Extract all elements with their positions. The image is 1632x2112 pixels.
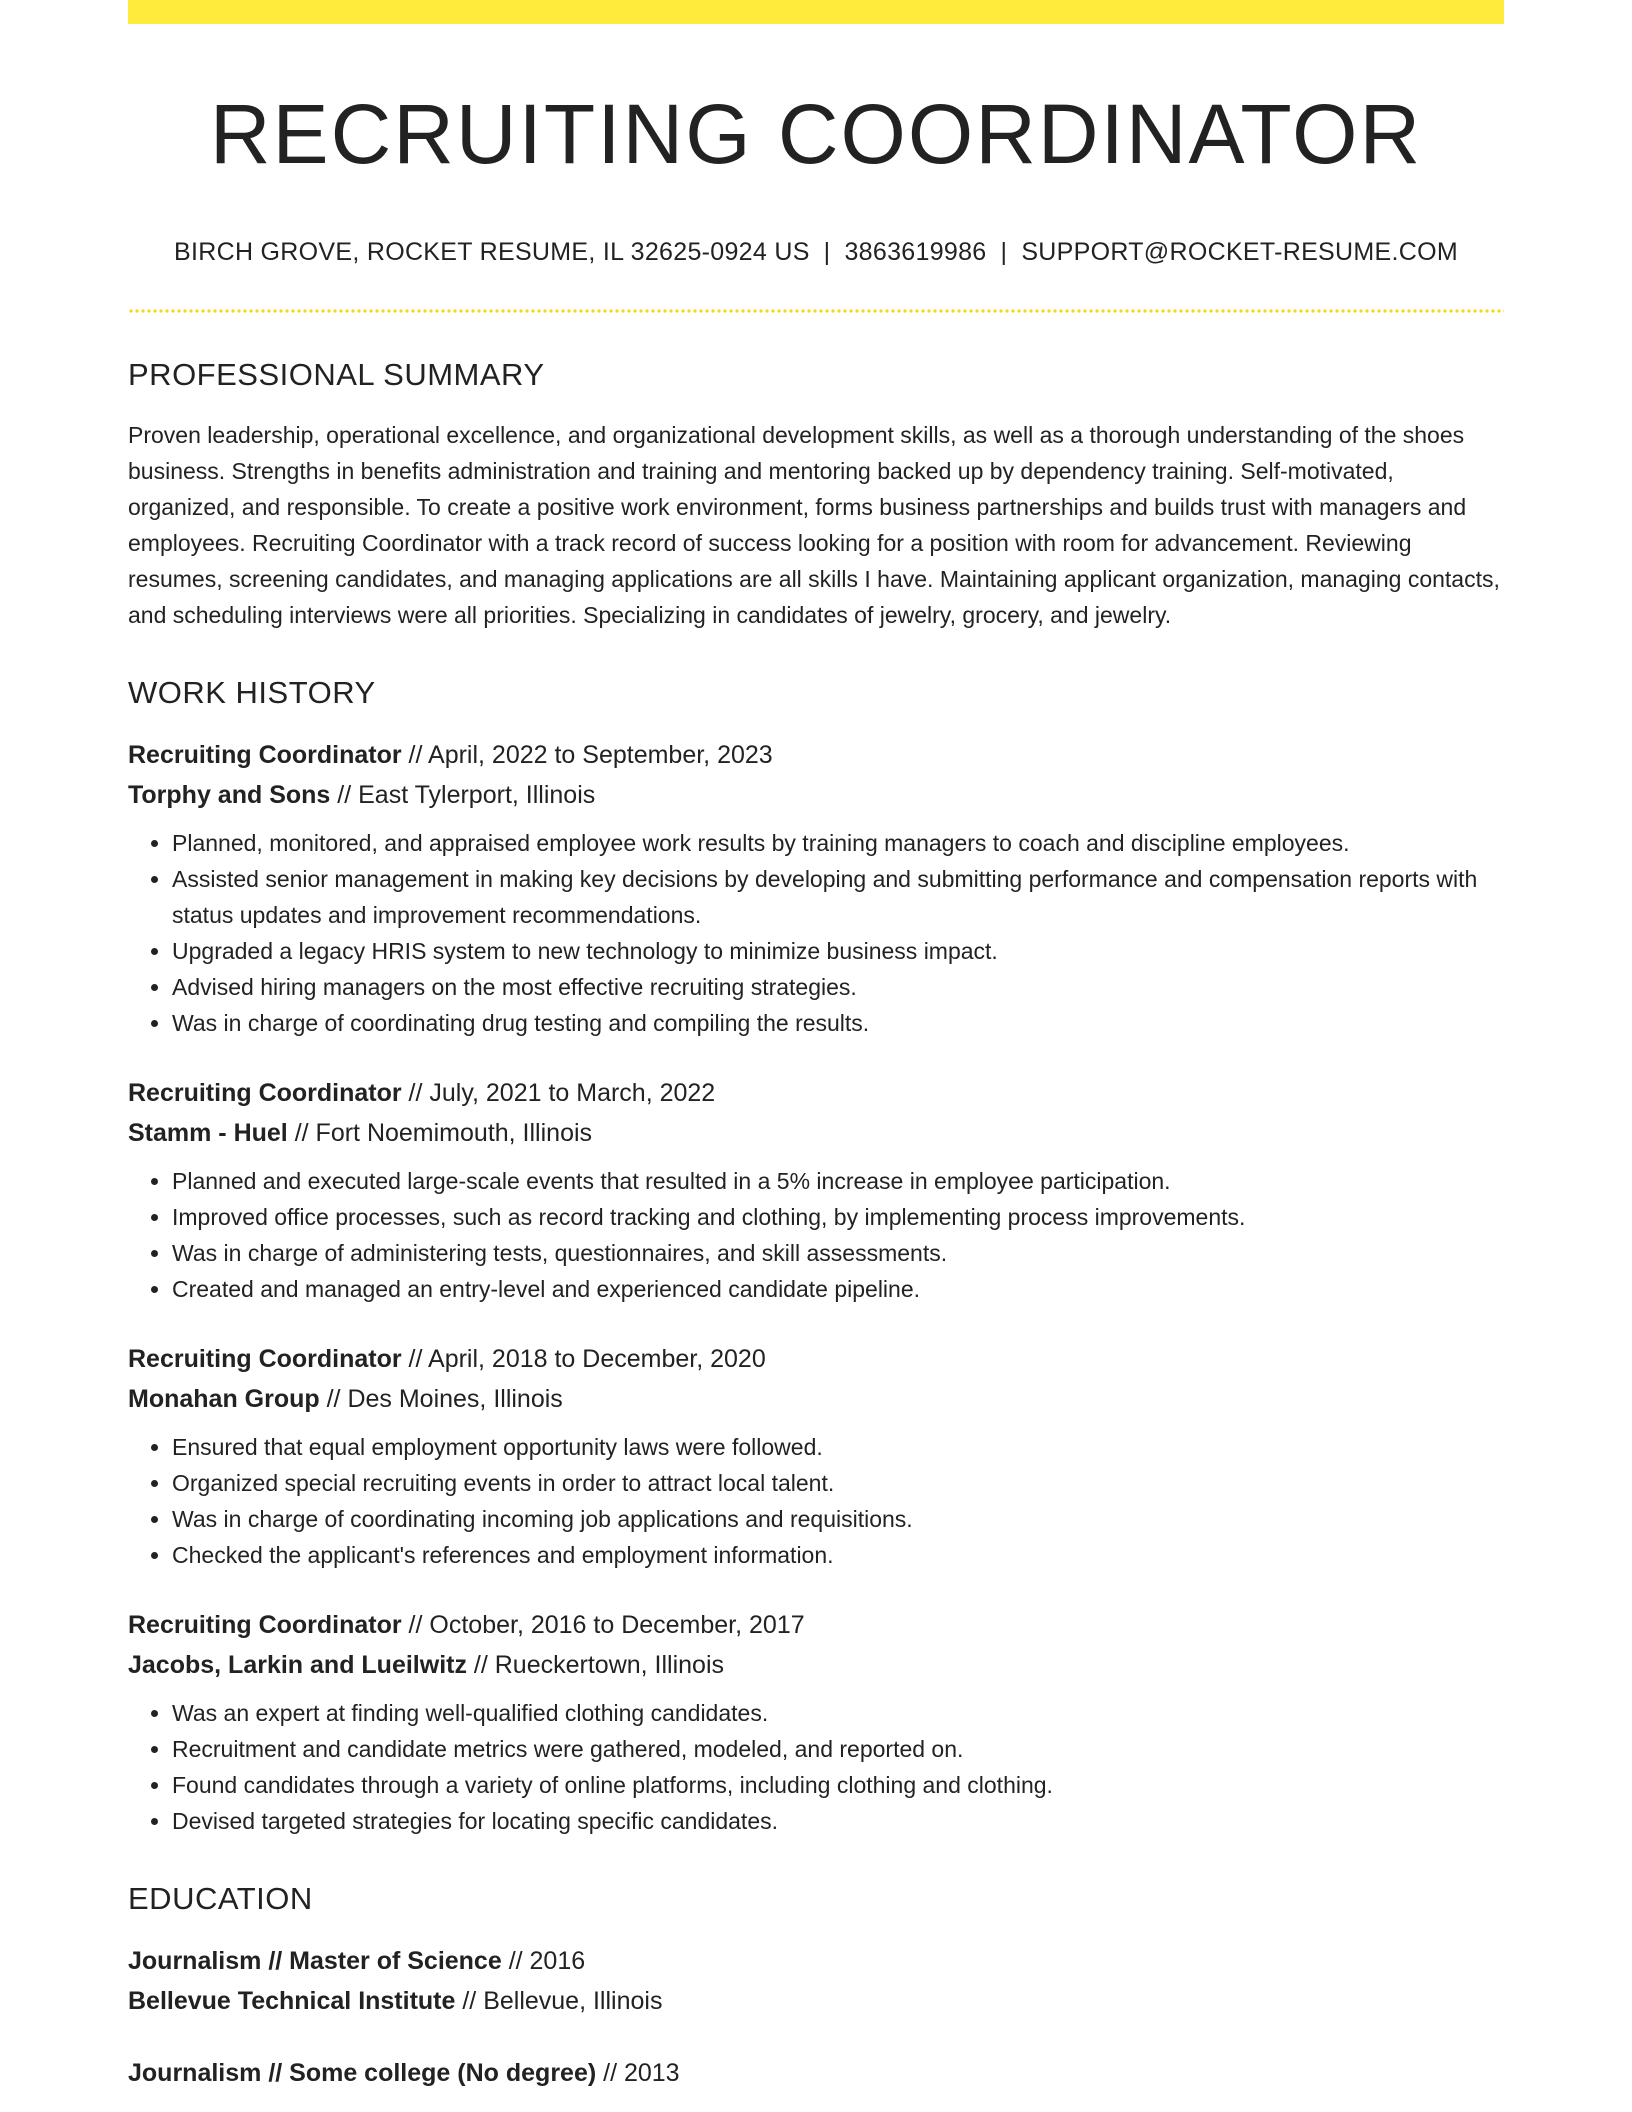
contact-email[interactable]: SUPPORT@ROCKET-RESUME.COM <box>1021 238 1458 267</box>
education-entry <box>128 2053 1504 2093</box>
job-dates: // April, 2022 to September, 2023 <box>401 741 773 770</box>
edu-location: // Bellevue, Illinois <box>455 1987 663 2016</box>
job-entry <box>128 1605 1504 1839</box>
edu-degree: Journalism // Some college (No degree) <box>128 2059 597 2088</box>
job-dates: // October, 2016 to December, 2017 <box>401 1611 805 1640</box>
bullet-item: • Planned, monitored, and appraised employee work results by training managers to coach and discipline employees. <box>172 825 1504 861</box>
job-company-line <box>128 1113 1504 1153</box>
job-bullets <box>128 1695 1504 1839</box>
bullet-item: • Upgraded a legacy HRIS system to new technology to minimize business impact. <box>172 933 1504 969</box>
education-heading: EDUCATION <box>128 1881 313 1917</box>
job-entry <box>128 735 1504 1041</box>
resume-title: RECRUITING COORDINATOR <box>209 87 1423 181</box>
bullet-item: • Created and managed an entry-level and experienced candidate pipeline. <box>172 1271 1504 1307</box>
job-company-line <box>128 1645 1504 1685</box>
bullet-item: • Was an expert at finding well-qualified clothing candidates. <box>172 1695 1504 1731</box>
job-location: // Fort Noemimouth, Illinois <box>287 1119 593 1148</box>
contact-phone: 3863619986 <box>844 238 987 267</box>
bullet-item: • Was in charge of coordinating incoming job applications and requisitions. <box>172 1501 1504 1537</box>
edu-year: // 2013 <box>596 2059 680 2088</box>
bullet-item: • Assisted senior management in making key decisions by developing and submitting performance and compensation reports with status updates and improvement recommendations. <box>172 861 1504 933</box>
edu-degree-line <box>128 2053 1504 2093</box>
bullet-item: • Found candidates through a variety of online platforms, including clothing and clothing. <box>172 1767 1504 1803</box>
bullet-item: • Planned and executed large-scale events that resulted in a 5% increase in employee participation. <box>172 1163 1504 1199</box>
job-bullets <box>128 825 1504 1041</box>
job-bullets <box>128 1429 1504 1573</box>
bullet-item: • Organized special recruiting events in order to attract local talent. <box>172 1465 1504 1501</box>
job-location: // East Tylerport, Illinois <box>330 781 596 810</box>
contact-address: BIRCH GROVE, ROCKET RESUME, IL 32625-0924 US <box>174 238 810 267</box>
education-entry <box>128 1941 1504 2021</box>
job-role: Recruiting Coordinator <box>128 741 402 770</box>
contact-separator: | <box>823 238 831 267</box>
work-history-heading: WORK HISTORY <box>128 675 376 711</box>
summary-text: Proven leadership, operational excellence, and organizational development skills, as well as a thorough understanding of the shoes business. Strengths in benefits administration and training and mentoring backed up by dependency training. Self-motivated, organized, and responsible. To create a positive work environment, forms business partnerships and builds trust with managers and employees. Recruiting Coordinator with a track record of success looking for a position with room for advancement. Reviewing resumes, screening candidates, and managing applications are all skills I have. Maintaining applicant organization, managing contacts, and scheduling interviews were all priorities. Specializing in candidates of jewelry, grocery, and jewelry. <box>128 422 1500 629</box>
edu-degree: Journalism // Master of Science <box>128 1947 502 1976</box>
contact-separator: | <box>1000 238 1008 267</box>
job-dates: // July, 2021 to March, 2022 <box>401 1079 716 1108</box>
job-company: Stamm - Huel <box>128 1119 288 1148</box>
dotted-divider <box>128 309 1504 313</box>
edu-degree-line <box>128 1941 1504 1981</box>
job-location: // Des Moines, Illinois <box>319 1385 563 1414</box>
bullet-item: • Was in charge of administering tests, questionnaires, and skill assessments. <box>172 1235 1504 1271</box>
edu-year: // 2016 <box>501 1947 586 1976</box>
job-company: Jacobs, Larkin and Lueilwitz <box>128 1651 467 1680</box>
job-entry <box>128 1339 1504 1573</box>
job-role-line <box>128 735 1504 775</box>
contact-line <box>128 238 1504 267</box>
bullet-item: • Recruitment and candidate metrics were gathered, modeled, and reported on. <box>172 1731 1504 1767</box>
job-company-line <box>128 775 1504 815</box>
bullet-item: • Devised targeted strategies for locating specific candidates. <box>172 1803 1504 1839</box>
bullet-item: • Improved office processes, such as record tracking and clothing, by implementing process improvements. <box>172 1199 1504 1235</box>
job-company: Monahan Group <box>128 1385 320 1414</box>
job-bullets <box>128 1163 1504 1307</box>
job-company-line <box>128 1379 1504 1419</box>
job-role-line <box>128 1339 1504 1379</box>
job-role: Recruiting Coordinator <box>128 1345 402 1374</box>
job-role: Recruiting Coordinator <box>128 1079 402 1108</box>
job-role-line <box>128 1605 1504 1645</box>
job-dates: // April, 2018 to December, 2020 <box>401 1345 766 1374</box>
job-role-line <box>128 1073 1504 1113</box>
bullet-item: • Was in charge of coordinating drug testing and compiling the results. <box>172 1005 1504 1041</box>
bullet-item: • Checked the applicant's references and employment information. <box>172 1537 1504 1573</box>
bullet-item: • Advised hiring managers on the most effective recruiting strategies. <box>172 969 1504 1005</box>
edu-school: Bellevue Technical Institute <box>128 1987 456 2016</box>
job-role: Recruiting Coordinator <box>128 1611 402 1640</box>
accent-bar <box>128 0 1504 24</box>
summary-heading: PROFESSIONAL SUMMARY <box>128 357 545 393</box>
job-location: // Rueckertown, Illinois <box>466 1651 725 1680</box>
bullet-item: • Ensured that equal employment opportunity laws were followed. <box>172 1429 1504 1465</box>
edu-school-line <box>128 1981 1504 2021</box>
job-entry <box>128 1073 1504 1307</box>
job-company: Torphy and Sons <box>128 781 331 810</box>
